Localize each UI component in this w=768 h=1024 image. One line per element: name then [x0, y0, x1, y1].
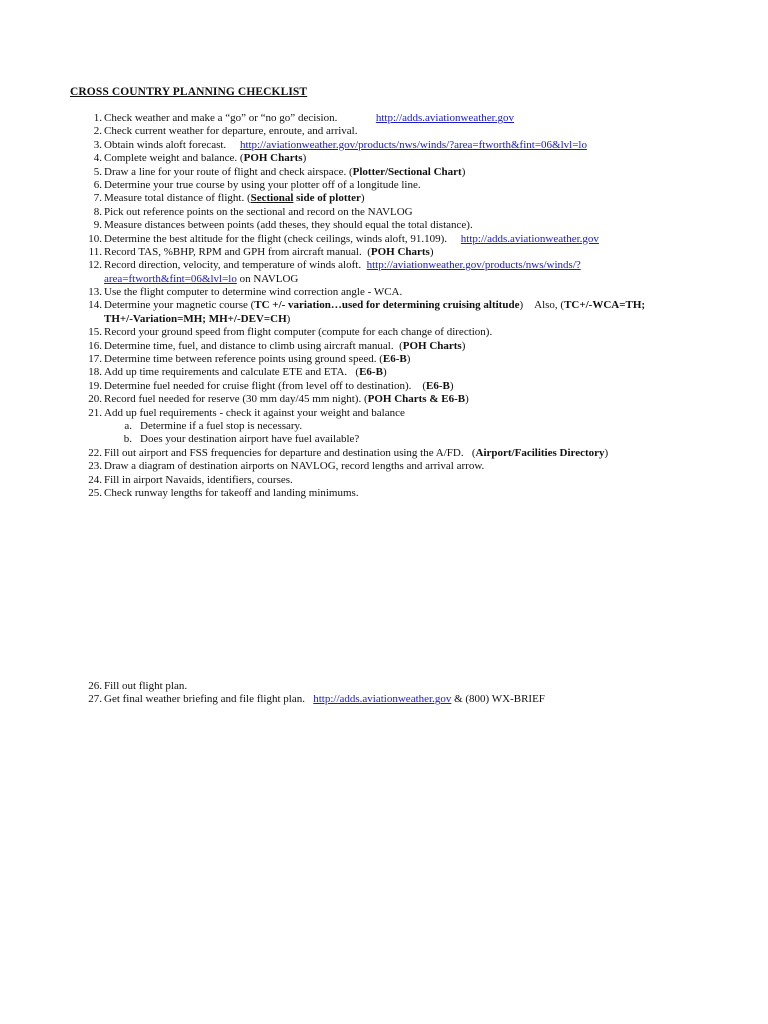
- item-number: 24.: [88, 473, 102, 486]
- item-number: 26.: [88, 680, 102, 692]
- item-text-part: Determine the best altitude for the flight (check ceilings, winds aloft, 91.109).: [104, 232, 461, 245]
- item-number: 18.: [88, 366, 102, 379]
- item-text-part: Pick out reference points on the sectional and record on the NAVLOG: [104, 205, 413, 218]
- item-number: a.: [124, 419, 132, 432]
- item-bold-text: POH Charts: [370, 245, 430, 258]
- checklist-item: [0, 219, 768, 232]
- item-text-part: Does your destination airport have fuel available?: [140, 433, 360, 446]
- item-text: [104, 366, 387, 379]
- item-text: [104, 407, 405, 420]
- item-text-part: Measure distances between points (add theses, they should equal the total distance).: [104, 219, 473, 232]
- item-number: 20.: [88, 393, 102, 406]
- item-text-part: Fill in airport Navaids, identifiers, courses.: [104, 473, 293, 486]
- item-number: 10.: [88, 232, 102, 245]
- item-text-part: Fill out flight plan.: [104, 680, 188, 692]
- item-text-part: ): [465, 393, 469, 406]
- item-text-part: Complete weight and balance. (: [104, 152, 244, 165]
- checklist-list-bottom: [0, 680, 768, 707]
- item-text-part: Check runway lengths for takeoff and landing minimums.: [104, 486, 359, 499]
- item-text-part: Get final weather briefing and file flight plan.: [104, 693, 314, 706]
- item-text: [104, 393, 469, 406]
- item-text: [104, 219, 473, 232]
- item-text: [140, 433, 359, 446]
- item-number: 9.: [93, 219, 102, 232]
- item-text: [104, 286, 402, 299]
- checklist-item: [0, 313, 768, 326]
- checklist-item: [0, 112, 768, 125]
- item-number: 21.: [88, 406, 102, 419]
- item-bold-text: Sectional: [250, 192, 294, 205]
- item-text-part: & (800) WX-BRIEF: [451, 693, 545, 706]
- item-number: 14.: [88, 299, 102, 312]
- item-text-part: ): [461, 339, 466, 352]
- item-bold-text: Plotter/Sectional Chart: [352, 165, 462, 178]
- item-bold-text: TC +/- variation…used for determining cruising altitude: [254, 299, 520, 312]
- item-text-part: ): [449, 379, 454, 392]
- item-bold-text: side of plotter: [293, 192, 361, 205]
- item-text-part: ): [302, 152, 307, 165]
- item-number: 25.: [88, 486, 102, 499]
- item-number: 5.: [93, 165, 102, 178]
- item-number: 4.: [93, 152, 102, 165]
- item-link[interactable]: http://adds.aviationweather.gov: [375, 112, 514, 124]
- item-number: 27.: [88, 693, 102, 706]
- item-text: [104, 233, 599, 246]
- item-text: [104, 273, 298, 286]
- item-number: 8.: [93, 205, 102, 218]
- item-text: [104, 125, 357, 138]
- item-number: 6.: [93, 178, 102, 191]
- checklist-item: [0, 353, 768, 366]
- item-text-part: Draw a line for your route of flight and check airspace. (: [104, 165, 353, 178]
- checklist-item: [0, 233, 768, 246]
- item-bold-text: POH Charts: [402, 339, 462, 352]
- item-link[interactable]: http://adds.aviationweather.gov: [460, 232, 599, 245]
- item-text-part: ): [360, 192, 365, 205]
- item-text-part: ): [382, 366, 387, 379]
- item-text-part: ): [429, 245, 434, 258]
- item-text-part: ): [461, 165, 466, 178]
- item-number: 22.: [88, 446, 102, 459]
- checklist-item: [0, 152, 768, 165]
- item-text-part: Use the flight computer to determine wind correction angle - WCA.: [104, 286, 403, 299]
- checklist-item: [0, 693, 768, 706]
- item-text-part: Record TAS, %BHP, RPM and GPH from aircraft manual. (: [104, 245, 371, 258]
- item-bold-text: POH Charts & E6-B: [367, 393, 466, 406]
- checklist-item: [0, 407, 768, 420]
- item-text-part: Record direction, velocity, and temperature of winds aloft.: [104, 259, 367, 272]
- checklist-item: [0, 447, 768, 460]
- item-text-part: ): [604, 446, 609, 459]
- item-text-part: Add up time requirements and calculate ETE and ETA. (: [104, 366, 360, 379]
- item-text: [104, 152, 306, 165]
- item-number: 2.: [93, 125, 102, 138]
- item-bold-text: TC+/-WCA=TH;: [564, 299, 646, 312]
- item-bold-text: POH Charts: [243, 152, 303, 165]
- item-text: [104, 299, 645, 312]
- item-text: [104, 166, 465, 179]
- item-text-part: Determine if a fuel stop is necessary.: [140, 419, 303, 432]
- item-text-part: Determine your magnetic course (: [104, 299, 255, 312]
- checklist-item: [0, 380, 768, 393]
- checklist-item: [0, 286, 768, 299]
- item-link[interactable]: http://aviationweather.gov/products/nws/winds/?: [366, 259, 581, 272]
- checklist-item: [0, 326, 768, 339]
- checklist-item: [0, 366, 768, 379]
- item-text: [104, 340, 465, 353]
- item-text: [104, 206, 413, 219]
- item-text: [104, 139, 587, 152]
- item-text: [104, 259, 581, 272]
- item-number: 19.: [88, 379, 102, 392]
- item-number: 3.: [93, 138, 102, 151]
- checklist-item: [0, 340, 768, 353]
- checklist-item: [0, 273, 768, 286]
- item-text: [104, 487, 359, 500]
- item-text: [104, 693, 545, 706]
- item-text-part: Check weather and make a “go” or “no go” decision.: [104, 112, 376, 124]
- checklist-item: [0, 420, 768, 433]
- item-bold-text: E6-B: [382, 353, 407, 366]
- item-text: [104, 447, 608, 460]
- item-text-part: Fill out airport and FSS frequencies for departure and destination using the A/FD. (: [104, 446, 476, 459]
- checklist-item: [0, 139, 768, 152]
- item-link[interactable]: http://adds.aviationweather.gov: [313, 693, 452, 706]
- checklist-item: [0, 192, 768, 205]
- item-text: [140, 420, 302, 433]
- checklist-item: [0, 474, 768, 487]
- checklist-title: CROSS COUNTRY PLANNING CHECKLIST: [70, 86, 308, 98]
- item-text-part: ): [286, 312, 291, 325]
- item-number: 1.: [93, 112, 102, 124]
- checklist-item: [0, 206, 768, 219]
- item-number: 17.: [88, 353, 102, 366]
- item-number: 13.: [88, 286, 102, 299]
- item-text-part: Record fuel needed for reserve (30 mm day/45 mm night). (: [104, 393, 368, 406]
- item-link[interactable]: http://aviationweather.gov/products/nws/winds/?area=ftworth&fint=06&lvl=lo: [239, 138, 587, 151]
- checklist-list: [0, 112, 768, 500]
- checklist-item: [0, 487, 768, 500]
- item-text: [104, 474, 293, 487]
- item-number: 15.: [88, 326, 102, 339]
- item-text-part: ) Also, (: [519, 299, 565, 312]
- item-number: 12.: [88, 259, 102, 272]
- item-text: [104, 680, 187, 693]
- item-text-part: Measure total distance of flight. (: [104, 192, 251, 205]
- item-text-part: Determine time, fuel, and distance to climb using aircraft manual. (: [104, 339, 403, 352]
- checklist-item: [0, 125, 768, 138]
- item-text-part: Determine time between reference points using ground speed. (: [104, 353, 383, 366]
- checklist-item: [0, 166, 768, 179]
- item-link[interactable]: area=ftworth&fint=06&lvl=lo: [104, 272, 237, 285]
- item-bold-text: E6-B: [359, 366, 383, 379]
- item-text-part: Check current weather for departure, enroute, and arrival.: [104, 125, 358, 138]
- item-bold-text: TH+/-Variation=MH; MH+/-DEV=CH: [104, 312, 287, 325]
- item-bold-text: Airport/Facilities Directory: [475, 446, 605, 459]
- item-text-part: Add up fuel requirements - check it against your weight and balance: [104, 406, 405, 419]
- item-text: [104, 246, 434, 259]
- item-text: [104, 460, 484, 473]
- item-bold-text: E6-B: [426, 379, 450, 392]
- item-text-part: ): [406, 353, 411, 366]
- item-number: b.: [123, 433, 132, 446]
- item-text: [104, 380, 454, 393]
- item-number: 11.: [88, 245, 102, 258]
- item-number: 7.: [93, 192, 102, 205]
- item-text: [104, 353, 410, 366]
- checklist-item: [0, 680, 768, 693]
- checklist-item: [0, 299, 768, 312]
- item-text-part: Determine your true course by using your plotter off of a longitude line.: [104, 178, 421, 191]
- item-number: 16.: [88, 339, 102, 352]
- checklist-item: [0, 460, 768, 473]
- checklist-item: [0, 433, 768, 446]
- item-text-part: Obtain winds aloft forecast.: [104, 138, 240, 151]
- item-text: [104, 179, 421, 192]
- checklist-item: [0, 246, 768, 259]
- item-text: [104, 192, 365, 205]
- item-text: [104, 313, 290, 326]
- item-number: 23.: [88, 460, 102, 473]
- item-text-part: Determine fuel needed for cruise flight (from level off to destination). (: [104, 379, 427, 392]
- checklist-item: [0, 179, 768, 192]
- item-text: [104, 326, 492, 339]
- item-text-part: Record your ground speed from flight computer (compute for each change of direction).: [104, 326, 493, 339]
- item-text-part: Draw a diagram of destination airports on NAVLOG, record lengths and arrival arrow.: [104, 460, 485, 473]
- checklist-item: [0, 259, 768, 272]
- checklist-item: [0, 393, 768, 406]
- item-text: [104, 112, 514, 125]
- item-text-part: on NAVLOG: [236, 272, 299, 285]
